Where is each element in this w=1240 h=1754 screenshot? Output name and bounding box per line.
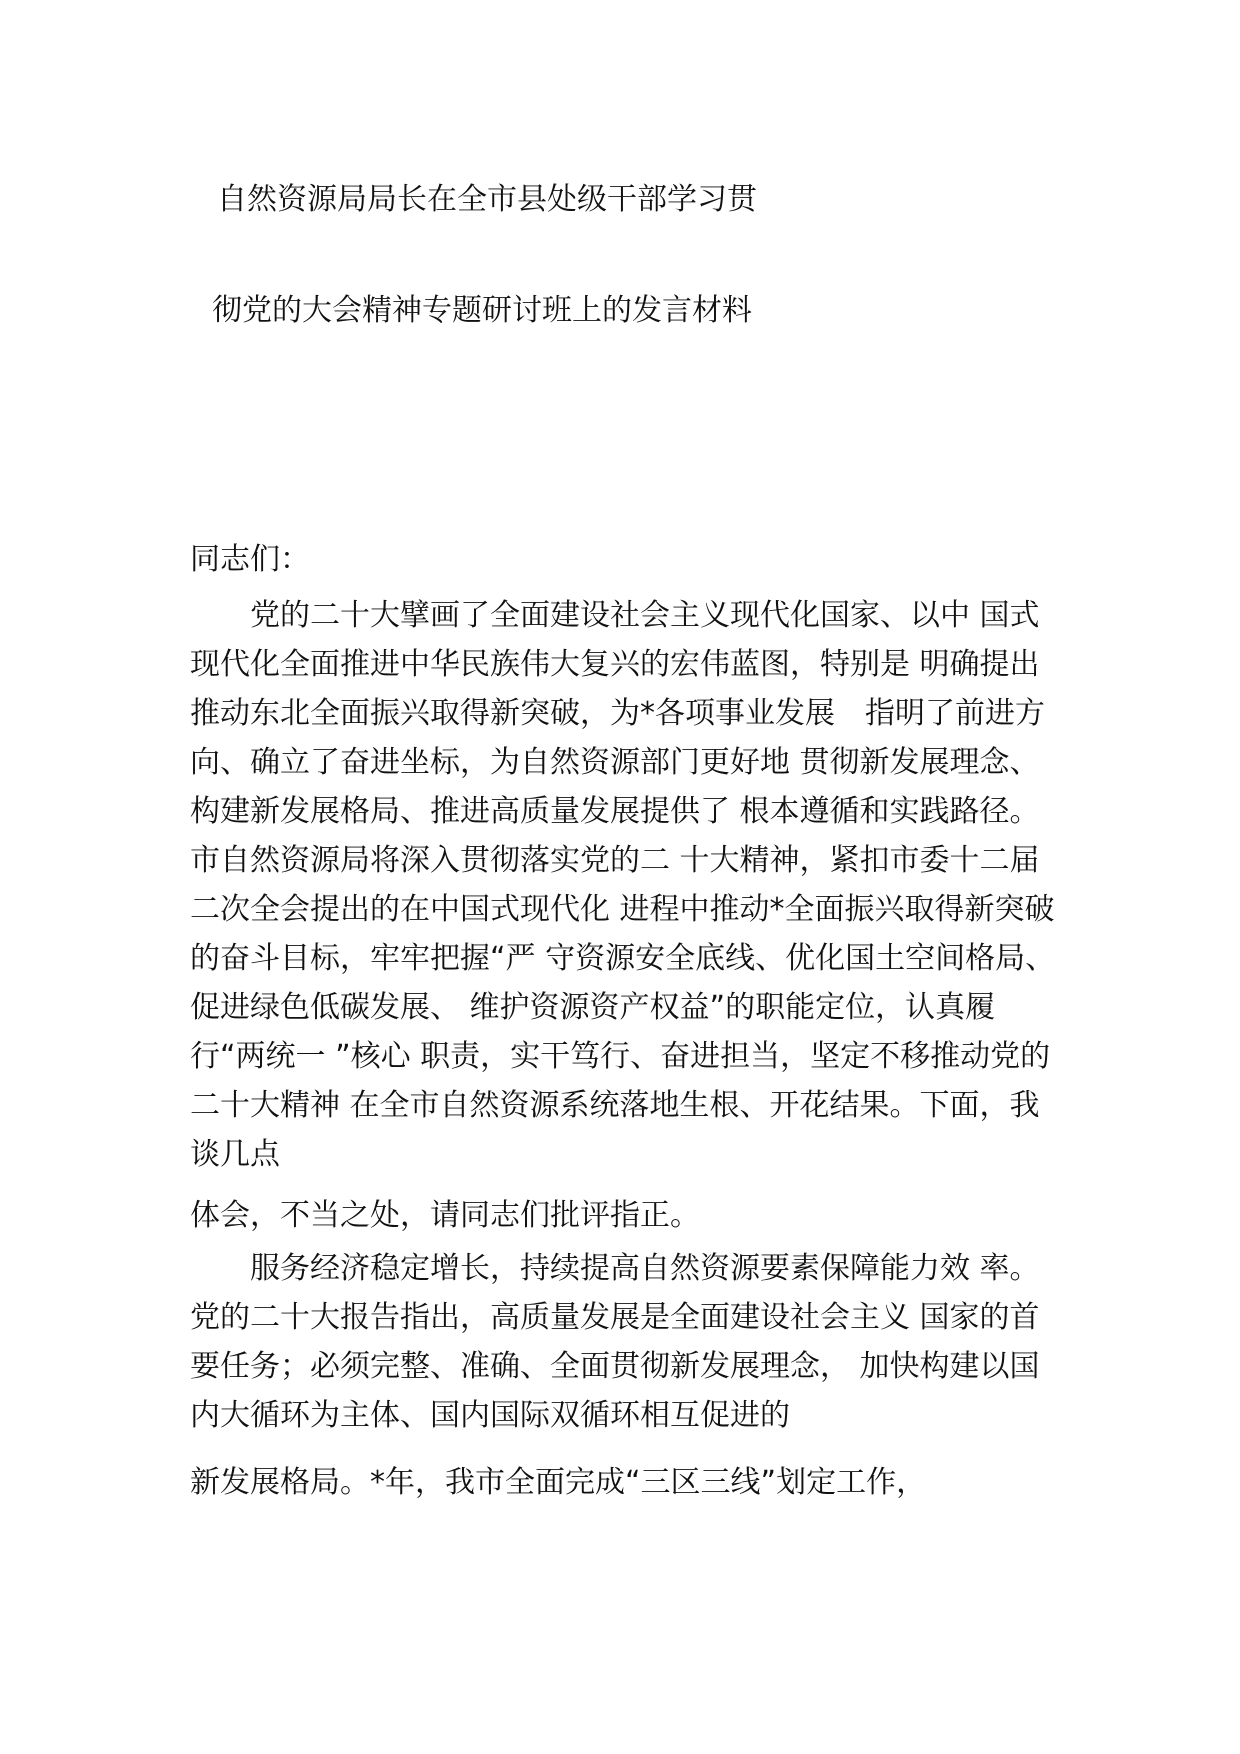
body-line: 的奋斗目标，牢牢把握“严 守资源安全底线、优化国土空间格局、 xyxy=(190,941,1056,976)
body-line: 党的二十大报告指出，高质量发展是全面建设社会主义 国家的首 xyxy=(190,1300,1040,1335)
body-line: 二十大精神 在全市自然资源系统落地生根、开花结果。下面，我 xyxy=(190,1088,1040,1123)
body-line: 市自然资源局将深入贯彻落实党的二 十大精神，紧扣市委十二届 xyxy=(190,843,1040,878)
body-line: 党的二十大擘画了全面建设社会主义现代化国家、以中 国式 xyxy=(190,598,1040,633)
body-line: 构建新发展格局、推进高质量发展提供了 根本遵循和实践路径。 xyxy=(190,794,1040,829)
body-line: 新发展格局。*年，我市全面完成“三区三线”划定工作， xyxy=(190,1465,927,1500)
document-title-line-1: 自然资源局局长在全市县处级干部学习贯 xyxy=(217,182,757,217)
body-line: 内大循环为主体、国内国际双循环相互促进的 xyxy=(190,1398,790,1433)
body-line: 谈几点 xyxy=(190,1137,280,1172)
salutation: 同志们： xyxy=(190,542,310,577)
body-line: 行“两统一 ”核心 职责，实干笃行、奋进担当，坚定不移推动党的 xyxy=(190,1039,1051,1074)
body-line: 二次全会提出的在中国式现代化 进程中推动*全面振兴取得新突破 xyxy=(190,892,1055,927)
body-line: 推动东北全面振兴取得新突破，为*各项事业发展 指明了前进方 xyxy=(190,696,1045,731)
body-line: 促进绿色低碳发展、 维护资源资产权益”的职能定位，认真履 xyxy=(190,990,996,1025)
body-line: 要任务；必须完整、准确、全面贯彻新发展理念， 加快构建以国 xyxy=(190,1349,1040,1384)
body-line: 向、确立了奋进坐标，为自然资源部门更好地 贯彻新发展理念、 xyxy=(190,745,1040,780)
body-line: 服务经济稳定增长，持续提高自然资源要素保障能力效 率。 xyxy=(190,1251,1040,1286)
body-line: 体会，不当之处，请同志们批评指正。 xyxy=(190,1198,700,1233)
body-line: 现代化全面推进中华民族伟大复兴的宏伟蓝图，特别是 明确提出 xyxy=(190,647,1040,682)
document-title-line-2: 彻党的大会精神专题研讨班上的发言材料 xyxy=(212,293,752,328)
